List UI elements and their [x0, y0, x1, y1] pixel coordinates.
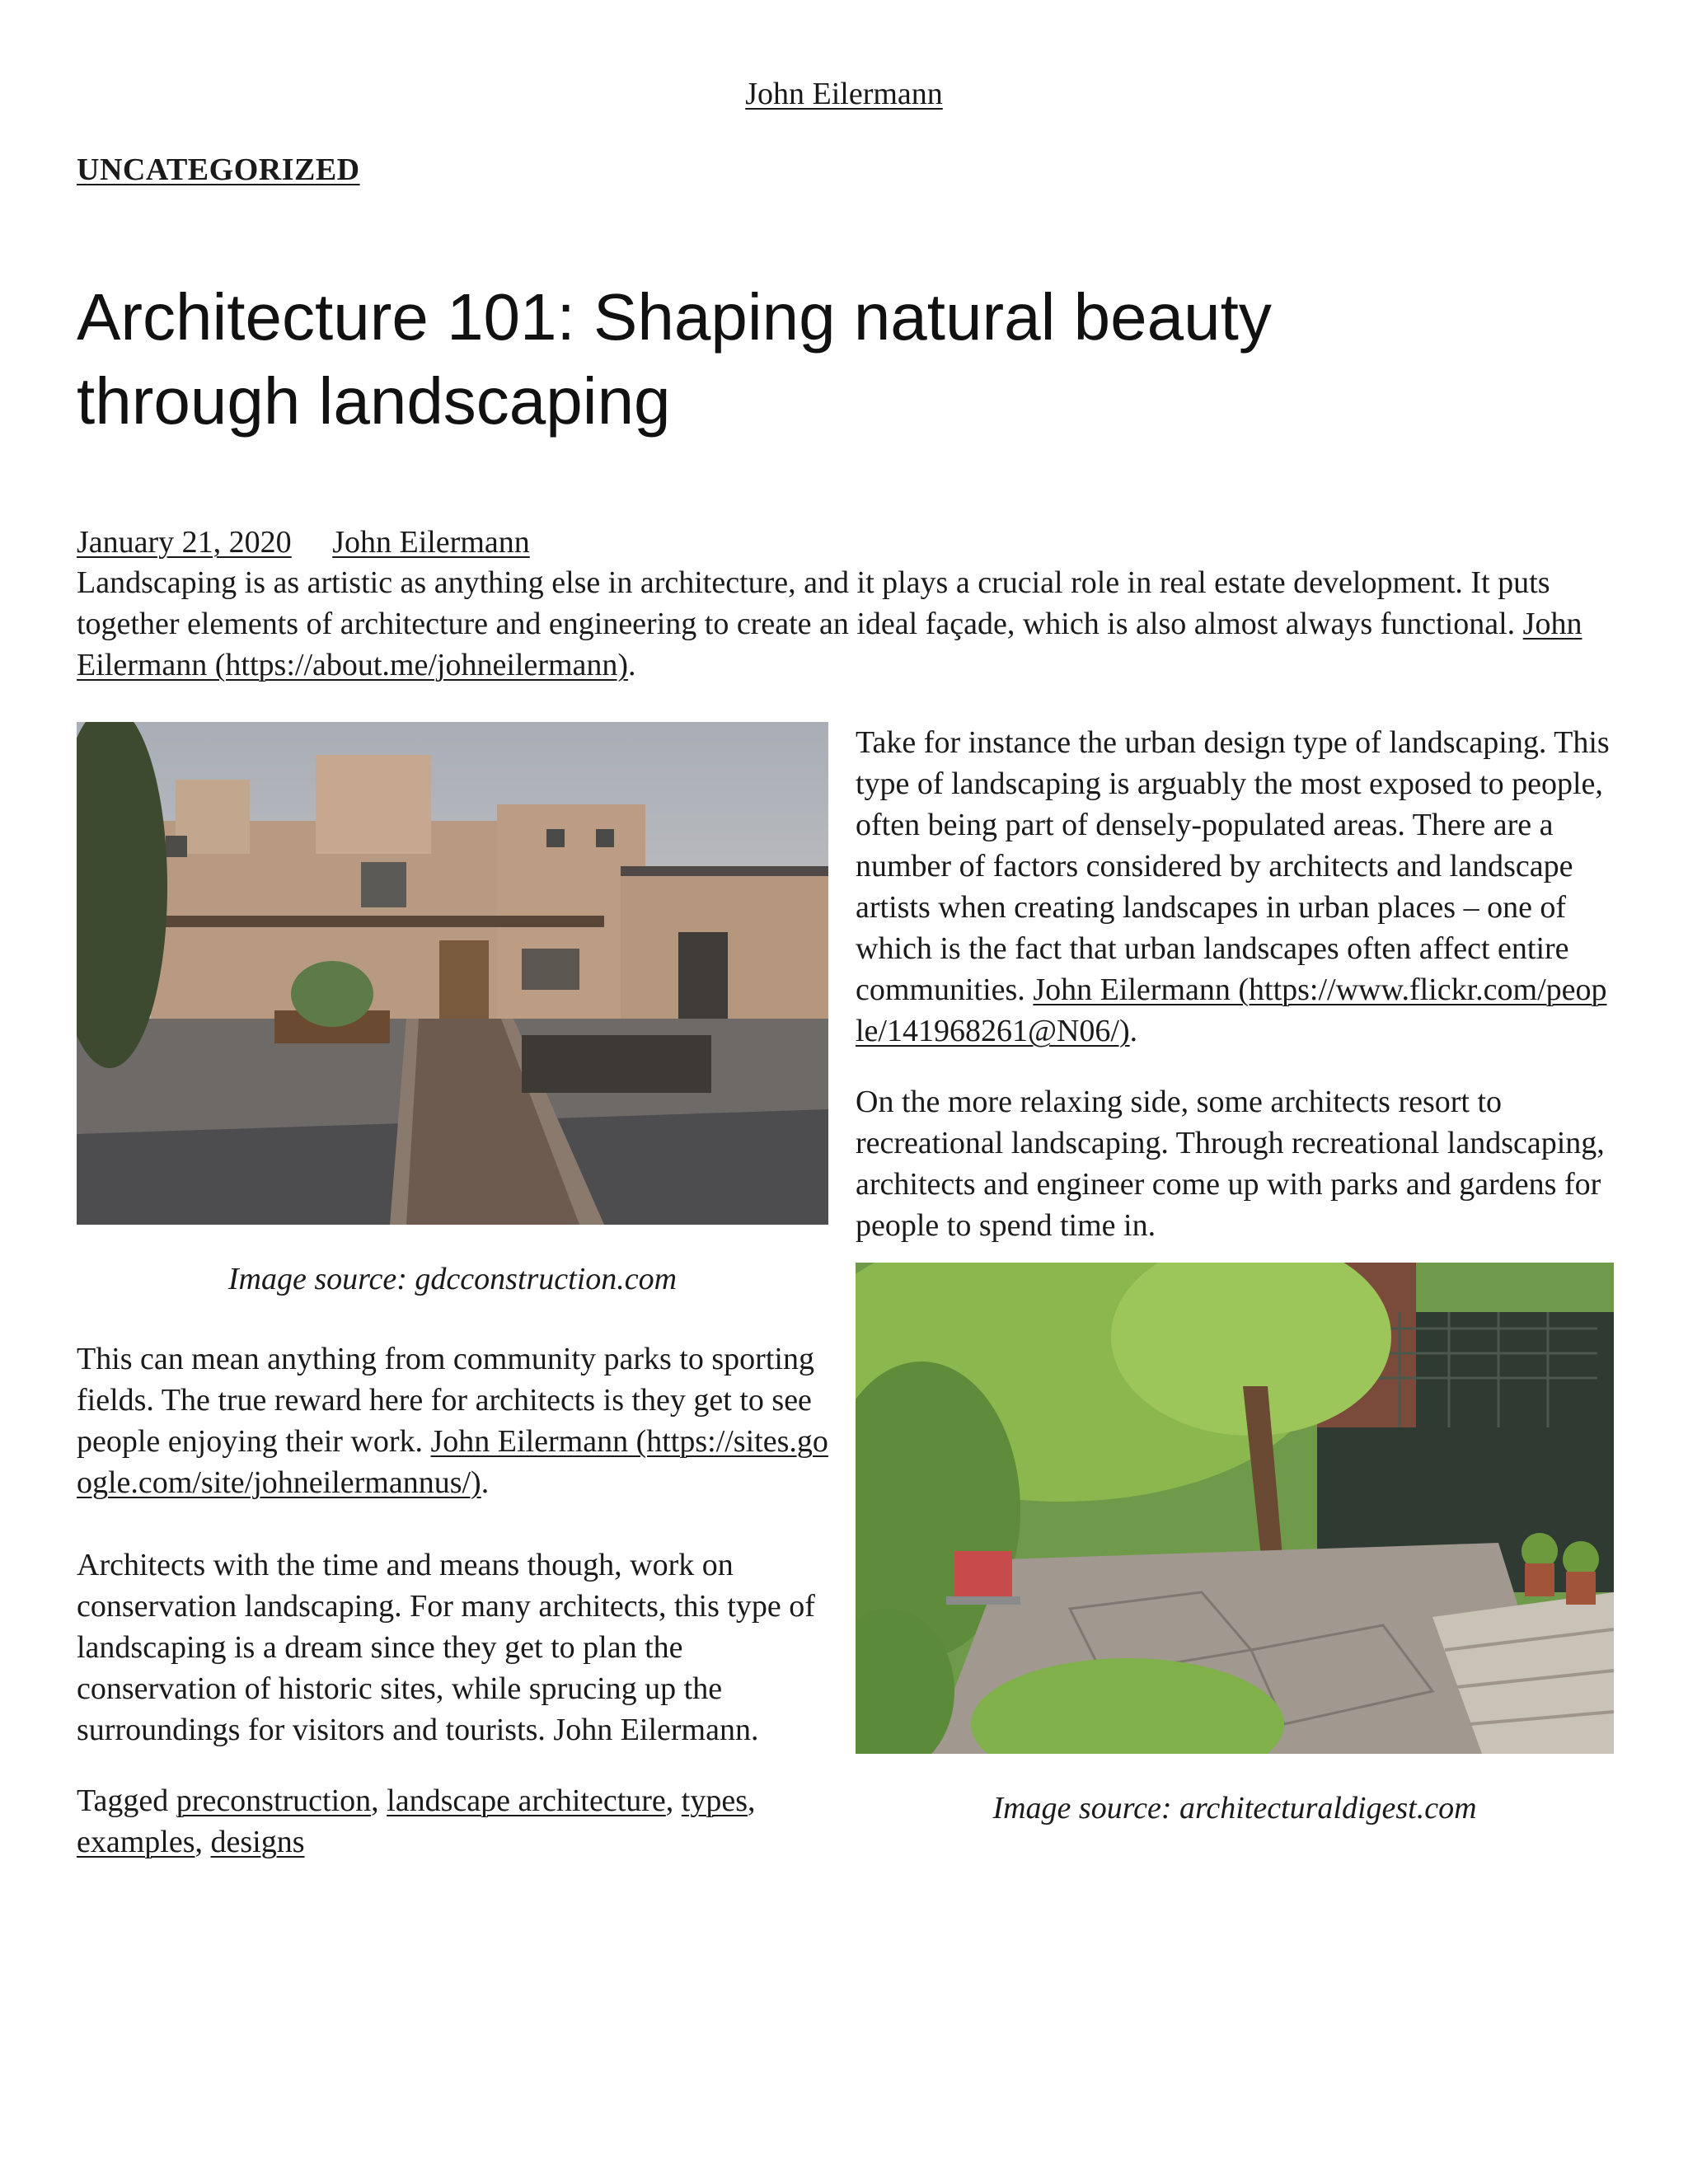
- conservation-paragraph: Architects with the time and means though, work on conservation landscaping. For many architects, this type of landscaping is a dream since they get to plan the conservation of historic sites, while sprucing up the surroundings for visitors and tourists. John Eilermann.: [77, 1548, 815, 1747]
- urban-paragraph: Take for instance the urban design type of landscaping. This type of landscaping is arguably the most exposed to people, often being part of densely-populated areas. There are a number of factors considered by architects and landscape artists when creating landscapes in urban places – one of which is the fact that urban landscapes often affect entire communities. John Eilermann (https://www.flickr.com/people/141968261@N06/).: [856, 725, 1610, 1048]
- tag-link-landscape-architecture[interactable]: landscape architecture: [387, 1783, 666, 1818]
- tags-line: Tagged preconstruction, landscape architecture, types, examples, designs: [77, 1783, 756, 1859]
- image-caption-2: Image source: architecturaldigest.com: [992, 1791, 1477, 1825]
- garden-photo: [856, 1263, 1614, 1754]
- intro-text: Landscaping is as artistic as anything else in architecture, and it plays a crucial role in real estate development. It puts together elements of architecture and engineering to create an ideal façade, which is also almost always functional.: [77, 565, 1550, 641]
- recreational-paragraph: On the more relaxing side, some architects resort to recreational landscaping. Through recreational landscaping, architects and engineer come up with parks and gardens for people to spend time in.: [856, 1085, 1605, 1243]
- post-date-link[interactable]: January 21, 2020: [77, 525, 292, 560]
- right-column: [856, 722, 1614, 1826]
- tag-link-designs[interactable]: designs: [210, 1825, 305, 1859]
- urban-link[interactable]: John Eilermann (https://www.flickr.com/people/141968261@N06/): [856, 972, 1607, 1048]
- image-caption-1: Image source: gdcconstruction.com: [227, 1262, 678, 1296]
- intro-paragraph: Landscaping is as artistic as anything else in architecture, and it plays a crucial role in real estate development. It puts together elements of architecture and engineering to create an ideal façade, which is also almost always functional. John Eilermann (https://about.me/johneilermann).: [77, 565, 1582, 682]
- post-author-link[interactable]: John Eilermann: [332, 525, 530, 560]
- post-title: Architecture 101: Shaping natural beauty through landscaping: [77, 280, 1272, 438]
- tag-link-examples[interactable]: examples: [77, 1825, 195, 1859]
- community-link[interactable]: John Eilermann (https://sites.google.com/site/johneilermannus/): [77, 1424, 828, 1500]
- post-meta: [77, 524, 530, 560]
- tag-link-types[interactable]: types: [681, 1783, 748, 1818]
- house-photo: [77, 722, 828, 1225]
- tag-link-preconstruction[interactable]: preconstruction: [176, 1783, 372, 1818]
- left-column: [77, 722, 828, 1863]
- category-link[interactable]: UNCATEGORIZED: [77, 152, 360, 187]
- site-title-link[interactable]: John Eilermann: [745, 77, 943, 111]
- community-paragraph: This can mean anything from community parks to sporting fields. The true reward here for architects is they get to see people enjoying their work. John Eilermann (https://sites.google.com/site/johneilermannus/).: [77, 1342, 828, 1500]
- intro-link[interactable]: John Eilermann (https://about.me/johneilermann): [77, 607, 1582, 682]
